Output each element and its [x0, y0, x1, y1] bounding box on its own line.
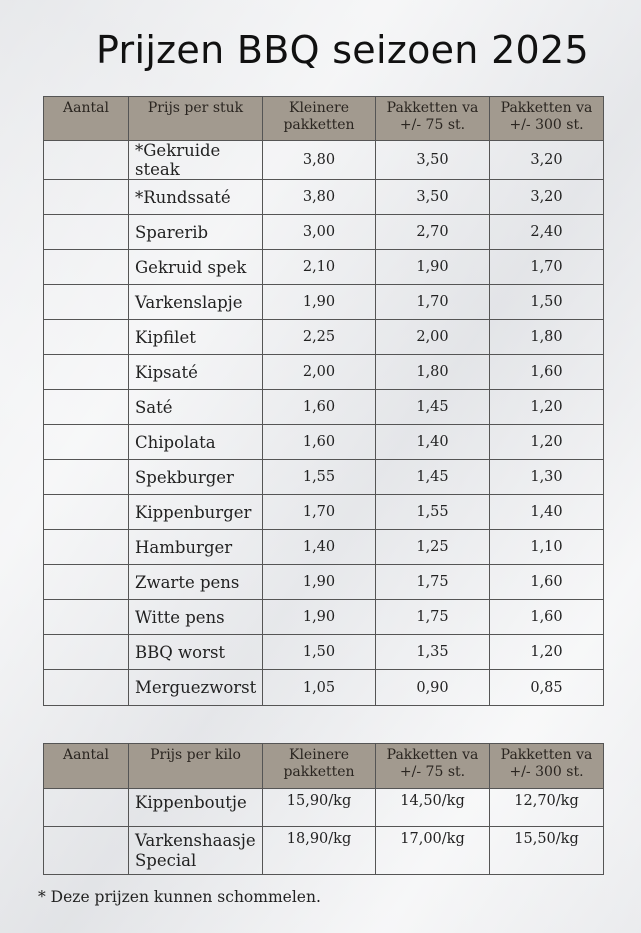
header-aantal: Aantal [44, 744, 129, 789]
aantal-cell[interactable] [44, 635, 129, 670]
aantal-cell[interactable] [44, 141, 129, 180]
table-row [44, 670, 604, 706]
table-row [44, 141, 604, 180]
table-row [44, 635, 604, 670]
header-kleinere-pakketten: Kleinere pakketten [263, 744, 376, 789]
product-name-cell: Kippenboutje [129, 789, 263, 827]
price-300-cell: 0,85 [490, 670, 604, 706]
aantal-cell[interactable] [44, 565, 129, 600]
price-300-cell: 12,70/kg [490, 789, 604, 827]
product-name-cell: Witte pens [129, 600, 263, 635]
product-name-cell: Chipolata [129, 425, 263, 460]
price-small-cell: 1,05 [263, 670, 376, 706]
page-title: Prijzen BBQ seizoen 2025 [96, 28, 589, 72]
price-small-cell: 1,90 [263, 285, 376, 320]
aantal-cell[interactable] [44, 425, 129, 460]
header-kleinere-pakketten: Kleinere pakketten [263, 97, 376, 141]
price-75-cell: 1,45 [376, 390, 490, 425]
price-300-cell: 1,60 [490, 600, 604, 635]
price-300-cell: 1,60 [490, 355, 604, 390]
price-300-cell: 1,10 [490, 530, 604, 565]
table-row [44, 285, 604, 320]
price-300-cell: 1,70 [490, 250, 604, 285]
aantal-cell[interactable] [44, 600, 129, 635]
table-row [44, 600, 604, 635]
price-300-cell: 1,20 [490, 635, 604, 670]
table-row [44, 460, 604, 495]
header-pakketten-300: Pakketten va +/- 300 st. [490, 744, 604, 789]
header-aantal: Aantal [44, 97, 129, 141]
price-300-cell: 15,50/kg [490, 827, 604, 875]
product-name-cell: Hamburger [129, 530, 263, 565]
aantal-cell[interactable] [44, 320, 129, 355]
price-300-cell: 1,40 [490, 495, 604, 530]
price-small-cell: 1,60 [263, 390, 376, 425]
price-small-cell: 2,25 [263, 320, 376, 355]
price-75-cell: 14,50/kg [376, 789, 490, 827]
price-300-cell: 1,20 [490, 390, 604, 425]
price-75-cell: 1,75 [376, 565, 490, 600]
product-name-cell: Merguezworst [129, 670, 263, 706]
table-row [44, 390, 604, 425]
product-name-cell: Saté [129, 390, 263, 425]
footnote: * Deze prijzen kunnen schommelen. [38, 888, 321, 906]
table-row [44, 789, 604, 827]
product-name-cell: Varkenshaasje Special [129, 827, 263, 875]
aantal-cell[interactable] [44, 285, 129, 320]
price-75-cell: 1,90 [376, 250, 490, 285]
table-row [44, 425, 604, 460]
price-300-cell: 3,20 [490, 141, 604, 180]
price-small-cell: 1,55 [263, 460, 376, 495]
price-75-cell: 1,70 [376, 285, 490, 320]
table-row [44, 215, 604, 250]
price-small-cell: 1,90 [263, 565, 376, 600]
price-small-cell: 3,00 [263, 215, 376, 250]
price-per-kilo-table [43, 743, 604, 875]
product-name-cell: Kipsaté [129, 355, 263, 390]
price-75-cell: 1,25 [376, 530, 490, 565]
price-300-cell: 2,40 [490, 215, 604, 250]
price-small-cell: 1,40 [263, 530, 376, 565]
price-75-cell: 17,00/kg [376, 827, 490, 875]
header-pakketten-75: Pakketten va +/- 75 st. [376, 744, 490, 789]
price-per-piece-table [43, 96, 604, 706]
aantal-cell[interactable] [44, 390, 129, 425]
table-row [44, 827, 604, 875]
price-75-cell: 1,35 [376, 635, 490, 670]
table-row [44, 565, 604, 600]
aantal-cell[interactable] [44, 180, 129, 215]
aantal-cell[interactable] [44, 670, 129, 706]
header-prijs-per-kilo: Prijs per kilo [129, 744, 263, 789]
price-300-cell: 3,20 [490, 180, 604, 215]
product-name-cell: Gekruid spek [129, 250, 263, 285]
table-row [44, 180, 604, 215]
price-small-cell: 1,60 [263, 425, 376, 460]
product-name-cell: BBQ worst [129, 635, 263, 670]
price-300-cell: 1,30 [490, 460, 604, 495]
product-name-cell: Kipfilet [129, 320, 263, 355]
price-75-cell: 1,80 [376, 355, 490, 390]
price-small-cell: 3,80 [263, 180, 376, 215]
price-300-cell: 1,60 [490, 565, 604, 600]
header-prijs-per-stuk: Prijs per stuk [129, 97, 263, 141]
price-75-cell: 1,40 [376, 425, 490, 460]
price-small-cell: 1,70 [263, 495, 376, 530]
price-300-cell: 1,80 [490, 320, 604, 355]
table-header-row [44, 744, 604, 789]
header-pakketten-300: Pakketten va +/- 300 st. [490, 97, 604, 141]
aantal-cell[interactable] [44, 250, 129, 285]
product-name-cell: Spekburger [129, 460, 263, 495]
table-row [44, 320, 604, 355]
price-small-cell: 1,50 [263, 635, 376, 670]
table-row [44, 355, 604, 390]
product-name-cell: *Gekruide steak [129, 141, 263, 180]
table-row [44, 530, 604, 565]
price-small-cell: 15,90/kg [263, 789, 376, 827]
price-75-cell: 1,75 [376, 600, 490, 635]
price-75-cell: 2,00 [376, 320, 490, 355]
price-300-cell: 1,20 [490, 425, 604, 460]
price-small-cell: 2,10 [263, 250, 376, 285]
aantal-cell[interactable] [44, 530, 129, 565]
price-75-cell: 3,50 [376, 180, 490, 215]
product-name-cell: Sparerib [129, 215, 263, 250]
price-small-cell: 3,80 [263, 141, 376, 180]
price-small-cell: 2,00 [263, 355, 376, 390]
product-name-cell: *Rundssaté [129, 180, 263, 215]
aantal-cell[interactable] [44, 355, 129, 390]
price-75-cell: 1,45 [376, 460, 490, 495]
product-name-cell: Zwarte pens [129, 565, 263, 600]
product-name-cell: Kippenburger [129, 495, 263, 530]
table-row [44, 250, 604, 285]
table-header-row [44, 97, 604, 141]
aantal-cell[interactable] [44, 215, 129, 250]
price-75-cell: 0,90 [376, 670, 490, 706]
price-75-cell: 3,50 [376, 141, 490, 180]
price-75-cell: 1,55 [376, 495, 490, 530]
header-pakketten-75: Pakketten va +/- 75 st. [376, 97, 490, 141]
aantal-cell[interactable] [44, 827, 129, 875]
price-small-cell: 1,90 [263, 600, 376, 635]
price-75-cell: 2,70 [376, 215, 490, 250]
aantal-cell[interactable] [44, 495, 129, 530]
aantal-cell[interactable] [44, 789, 129, 827]
price-small-cell: 18,90/kg [263, 827, 376, 875]
aantal-cell[interactable] [44, 460, 129, 495]
table-row [44, 495, 604, 530]
product-name-cell: Varkenslapje [129, 285, 263, 320]
price-300-cell: 1,50 [490, 285, 604, 320]
